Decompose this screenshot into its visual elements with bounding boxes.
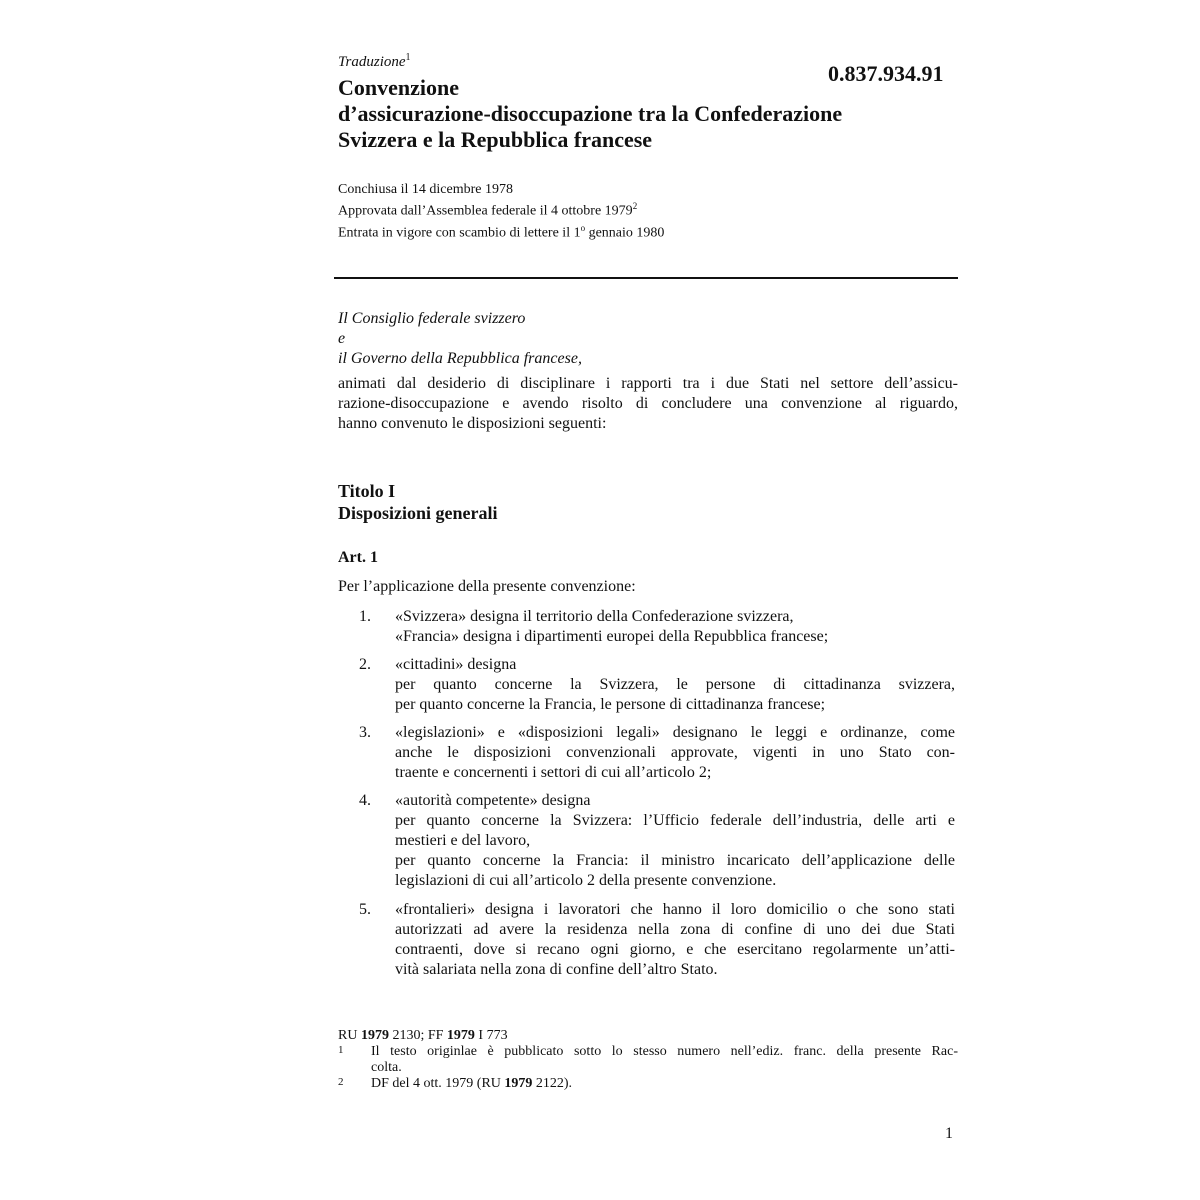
- footnote-2: 2 DF del 4 ott. 1979 (RU 1979 2122).: [338, 1076, 573, 1091]
- entry-into-force: Entrata in vigore con scambio di lettere il 1$^o$ gennaio 1980: [338, 222, 665, 241]
- contracting-parties: [338, 309, 582, 369]
- approval-date: Approvata dall’Assemblea federale il 4 ottobre 1979$^2$: [338, 201, 638, 219]
- translation-label: Traduzione$^1$: [338, 52, 411, 70]
- document-meta: [338, 182, 664, 241]
- preamble: [338, 374, 958, 434]
- concluded-date: Conchiusa il 14 dicembre 1978: [338, 182, 513, 197]
- title-heading: Titolo I Disposizioni generali: [338, 481, 498, 523]
- party-conjunction: e: [338, 330, 346, 347]
- preamble-line: hanno convenuto le disposizioni seguenti:: [338, 415, 607, 432]
- title-line: Convenzione: [338, 75, 459, 100]
- preamble-line: razione-disoccupazione e avendo risolto di concludere una convenzione al riguardo,: [338, 395, 958, 412]
- sr-number: 0.837.934.91: [828, 61, 944, 86]
- party-swiss: Il Consiglio federale svizzero: [338, 310, 526, 327]
- article-heading: Art. 1: [338, 549, 378, 566]
- preamble-line: animati dal desiderio di disciplinare i rapporti tra i due Stati nel settore dell’assicu-: [338, 375, 958, 392]
- party-french: il Governo della Repubblica francese,: [338, 350, 582, 367]
- footnotes: [338, 1028, 958, 1092]
- document-title: [338, 75, 958, 153]
- article-intro: Per l’applicazione della presente convenzione:: [338, 578, 636, 595]
- page-number: 1: [945, 1125, 953, 1142]
- title-line: d’assicurazione-disoccupazione tra la Confederazione: [338, 101, 843, 126]
- footnote-1: 1 Il testo originlae è pubblicato sotto lo stesso numero nell’ediz. franc. della presente Rac- colta.: [338, 1044, 958, 1075]
- official-reference: RU 1979 2130; FF 1979 I 773: [338, 1028, 508, 1043]
- header-divider: [334, 277, 958, 279]
- footnote-ref-1: 1: [405, 52, 411, 63]
- title-line: Svizzera e la Repubblica francese: [338, 127, 653, 152]
